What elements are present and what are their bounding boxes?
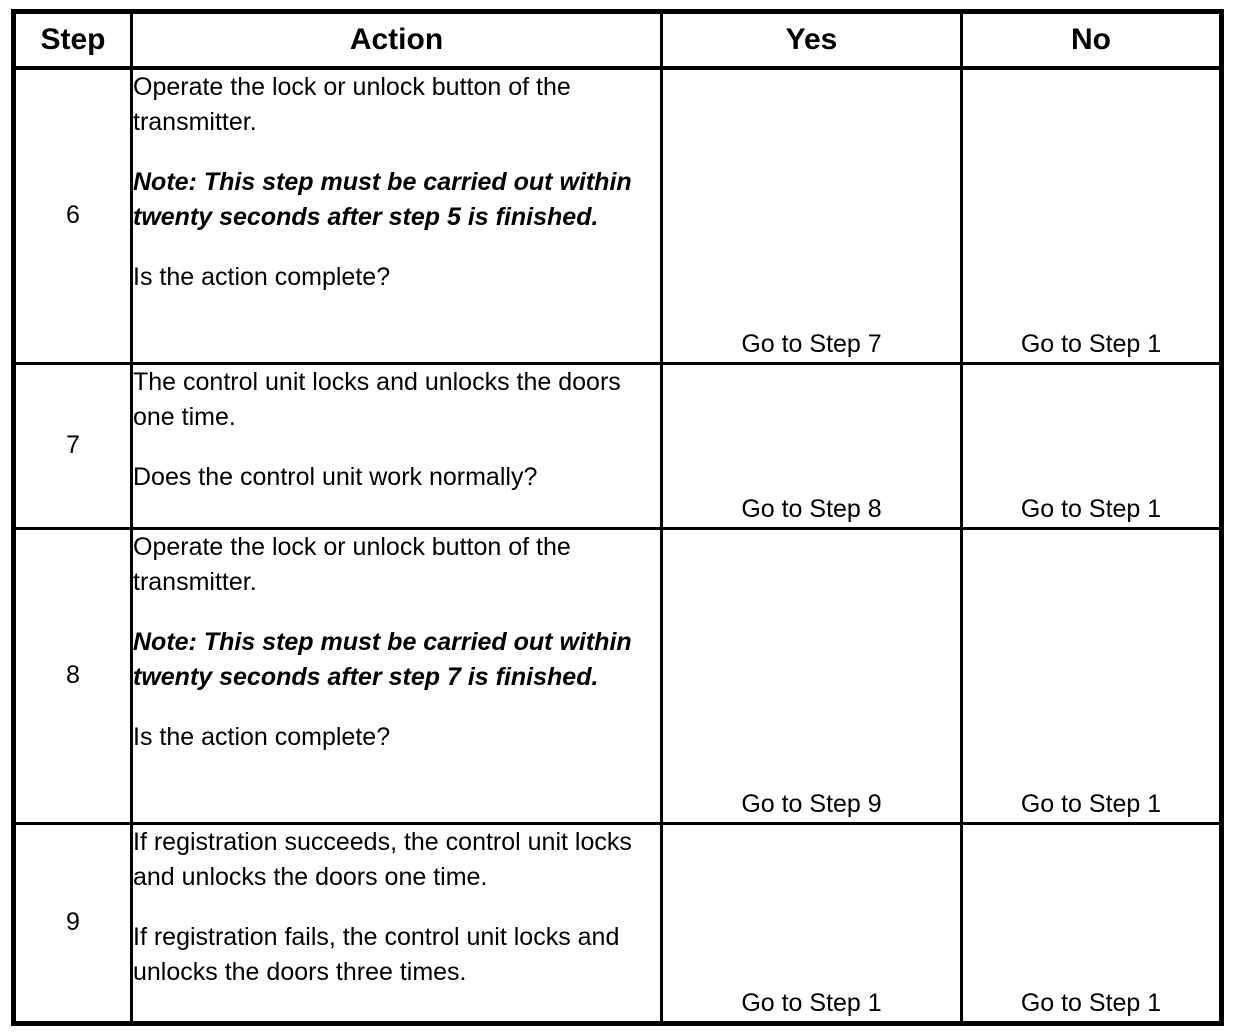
action-text: The control unit locks and unlocks the doors one time. xyxy=(133,367,621,431)
action-cell xyxy=(132,823,662,1023)
action-question: Does the control unit work normally? xyxy=(133,462,538,491)
table-row-step-9 xyxy=(14,823,1222,1023)
action-note: Note: This step must be carried out within twenty seconds after step 7 is finished. xyxy=(133,627,632,691)
no-result: Go to Step 1 xyxy=(962,823,1222,1023)
action-note: Note: This step must be carried out within twenty seconds after step 5 is finished. xyxy=(133,168,632,231)
no-result: Go to Step 1 xyxy=(962,363,1222,528)
table-row-step-6 xyxy=(14,68,1222,363)
action-question: Is the action complete? xyxy=(133,722,391,751)
yes-result: Go to Step 1 xyxy=(662,823,962,1023)
no-result: Go to Step 1 xyxy=(962,68,1222,363)
table-header-row xyxy=(14,12,1222,69)
table-row-step-8 xyxy=(14,528,1222,823)
action-text: Operate the lock or unlock button of the transmitter. xyxy=(133,532,571,596)
action-text: If registration fails, the control unit locks and unlocks the doors three times. xyxy=(133,922,620,986)
step-number: 9 xyxy=(14,823,132,1023)
action-text: Operate the lock or unlock button of the transmitter. xyxy=(133,73,571,136)
action-text: If registration succeeds, the control unit locks and unlocks the doors one time. xyxy=(133,827,632,891)
yes-result: Go to Step 8 xyxy=(662,363,962,528)
header-step: Step xyxy=(14,12,132,69)
yes-result: Go to Step 7 xyxy=(662,68,962,363)
step-number: 7 xyxy=(14,363,132,528)
header-yes: Yes xyxy=(662,12,962,69)
yes-result: Go to Step 9 xyxy=(662,528,962,823)
action-cell xyxy=(132,68,662,363)
diagnostic-steps-table xyxy=(11,9,1224,1026)
no-result: Go to Step 1 xyxy=(962,528,1222,823)
header-action: Action xyxy=(132,12,662,69)
action-question: Is the action complete? xyxy=(133,263,391,291)
action-cell xyxy=(132,528,662,823)
header-no: No xyxy=(962,12,1222,69)
step-number: 8 xyxy=(14,528,132,823)
table-row-step-7 xyxy=(14,363,1222,528)
step-number: 6 xyxy=(14,68,132,363)
action-cell xyxy=(132,363,662,528)
